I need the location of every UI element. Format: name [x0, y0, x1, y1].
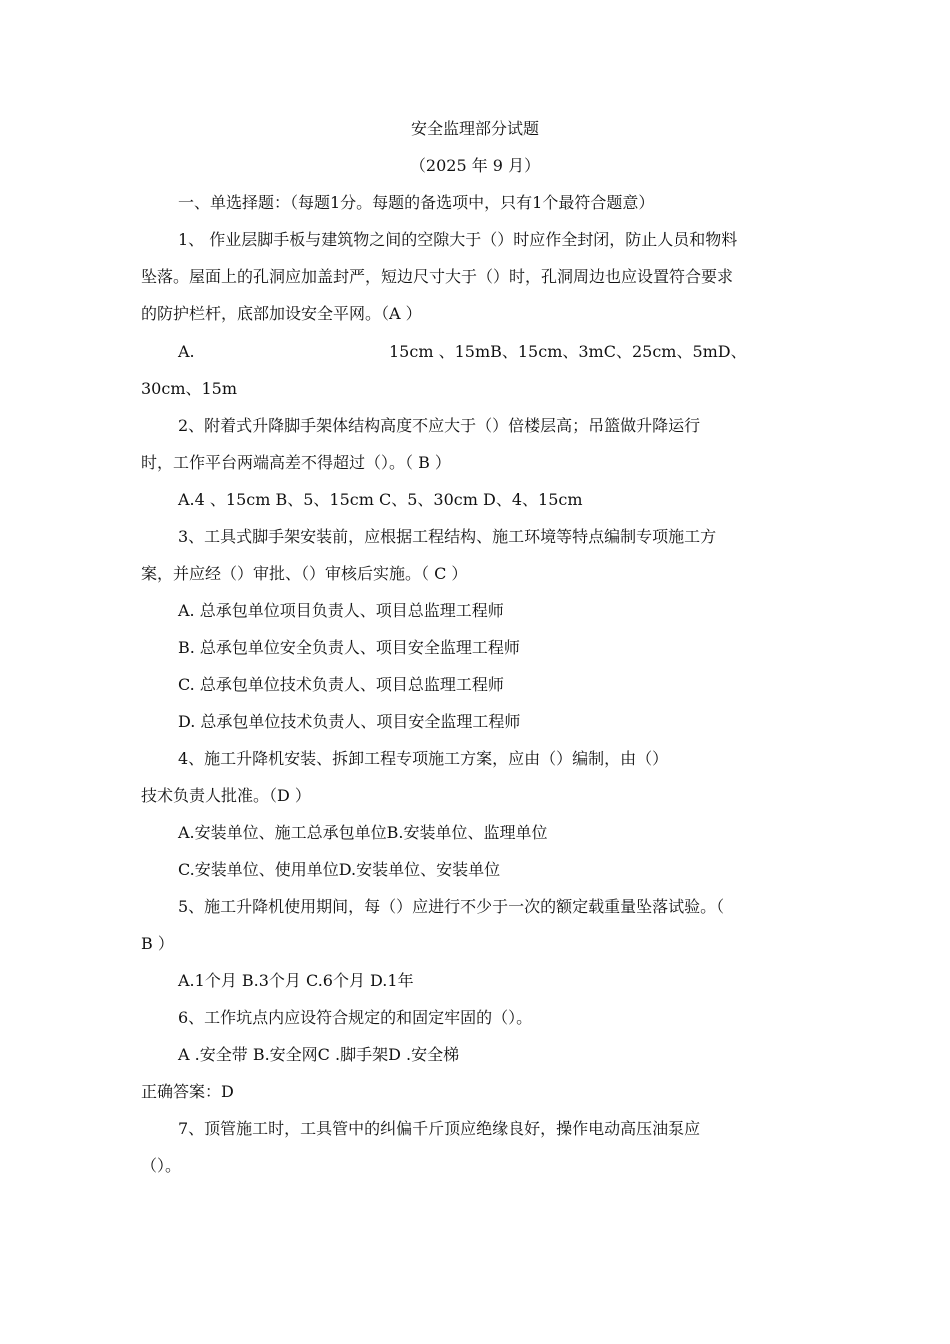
q3-line-1: 3、工具式脚手架安装前，应根据工程结构、施工环境等特点编制专项施工方 [178, 527, 717, 546]
q3-option-d: D. 总承包单位技术负责人、项目安全监理工程师 [178, 712, 521, 731]
q2-options: A.4 、15cm B、5、15cm C、5、30cm D、4、15cm [178, 490, 583, 509]
q2-line-1: 2、附着式升降脚手架体结构高度不应大于（）倍楼层高；吊篮做升降运行 [178, 416, 701, 435]
q1-option-a-row [178, 341, 821, 363]
q3-option-b: B. 总承包单位安全负责人、项目安全监理工程师 [178, 638, 520, 657]
q4-options-ab: A.安装单位、施工总承包单位B.安装单位、监理单位 [178, 823, 548, 842]
q1-line-1: 1、 作业层脚手板与建筑物之间的空隙大于（）时应作全封闭，防止人员和物料 [178, 230, 738, 249]
q6-line-1: 6、工作坑点内应设符合规定的和固定牢固的（）。 [178, 1008, 533, 1027]
q1-option-a-label: A. [178, 342, 195, 361]
q7-line-2: （）。 [141, 1156, 182, 1175]
q6-options: A .安全带 B.安全网C .脚手架D .安全梯 [178, 1045, 460, 1064]
q1-option-a-text: 15cm 、15mB、15cm、3mC、25cm、5mD、 [389, 342, 747, 361]
q5-line-2: B ） [141, 934, 174, 953]
q3-option-c: C. 总承包单位技术负责人、项目总监理工程师 [178, 675, 504, 694]
doc-title: 安全监理部分试题 [410, 119, 539, 138]
q4-options-cd: C.安装单位、使用单位D.安装单位、安装单位 [178, 860, 501, 879]
q4-line-1: 4、施工升降机安装、拆卸工程专项施工方案，应由（）编制，由（） [178, 749, 669, 768]
q5-line-1: 5、施工升降机使用期间，每（）应进行不少于一次的额定载重量坠落试验。（ [178, 897, 725, 916]
q5-options: A.1个月 B.3个月 C.6个月 D.1年 [178, 971, 414, 990]
q3-line-2: 案，并应经（）审批、（）审核后实施。（ C ） [141, 564, 468, 583]
q1-line-3: 的防护栏杆，底部加设安全平网。（A ） [141, 304, 422, 323]
q6-answer: 正确答案：D [141, 1082, 234, 1101]
q2-line-2: 时，工作平台两端高差不得超过（）。（ B ） [141, 453, 451, 472]
section-heading: 一、单选择题：（每题1分。每题的备选项中，只有1个最符合题意） [178, 193, 655, 212]
doc-date: （2025 年 9 月） [409, 156, 541, 175]
q1-line-2: 坠落。屋面上的孔洞应加盖封严，短边尺寸大于（）时，孔洞周边也应设置符合要求 [141, 267, 734, 286]
q7-line-1: 7、顶管施工时，工具管中的纠偏千斤顶应绝缘良好，操作电动高压油泵应 [178, 1119, 701, 1138]
q1-option-continuation: 30cm、15m [141, 379, 238, 398]
q3-option-a: A. 总承包单位项目负责人、项目总监理工程师 [178, 601, 504, 620]
q4-line-2: 技术负责人批准。（D ） [141, 786, 311, 805]
